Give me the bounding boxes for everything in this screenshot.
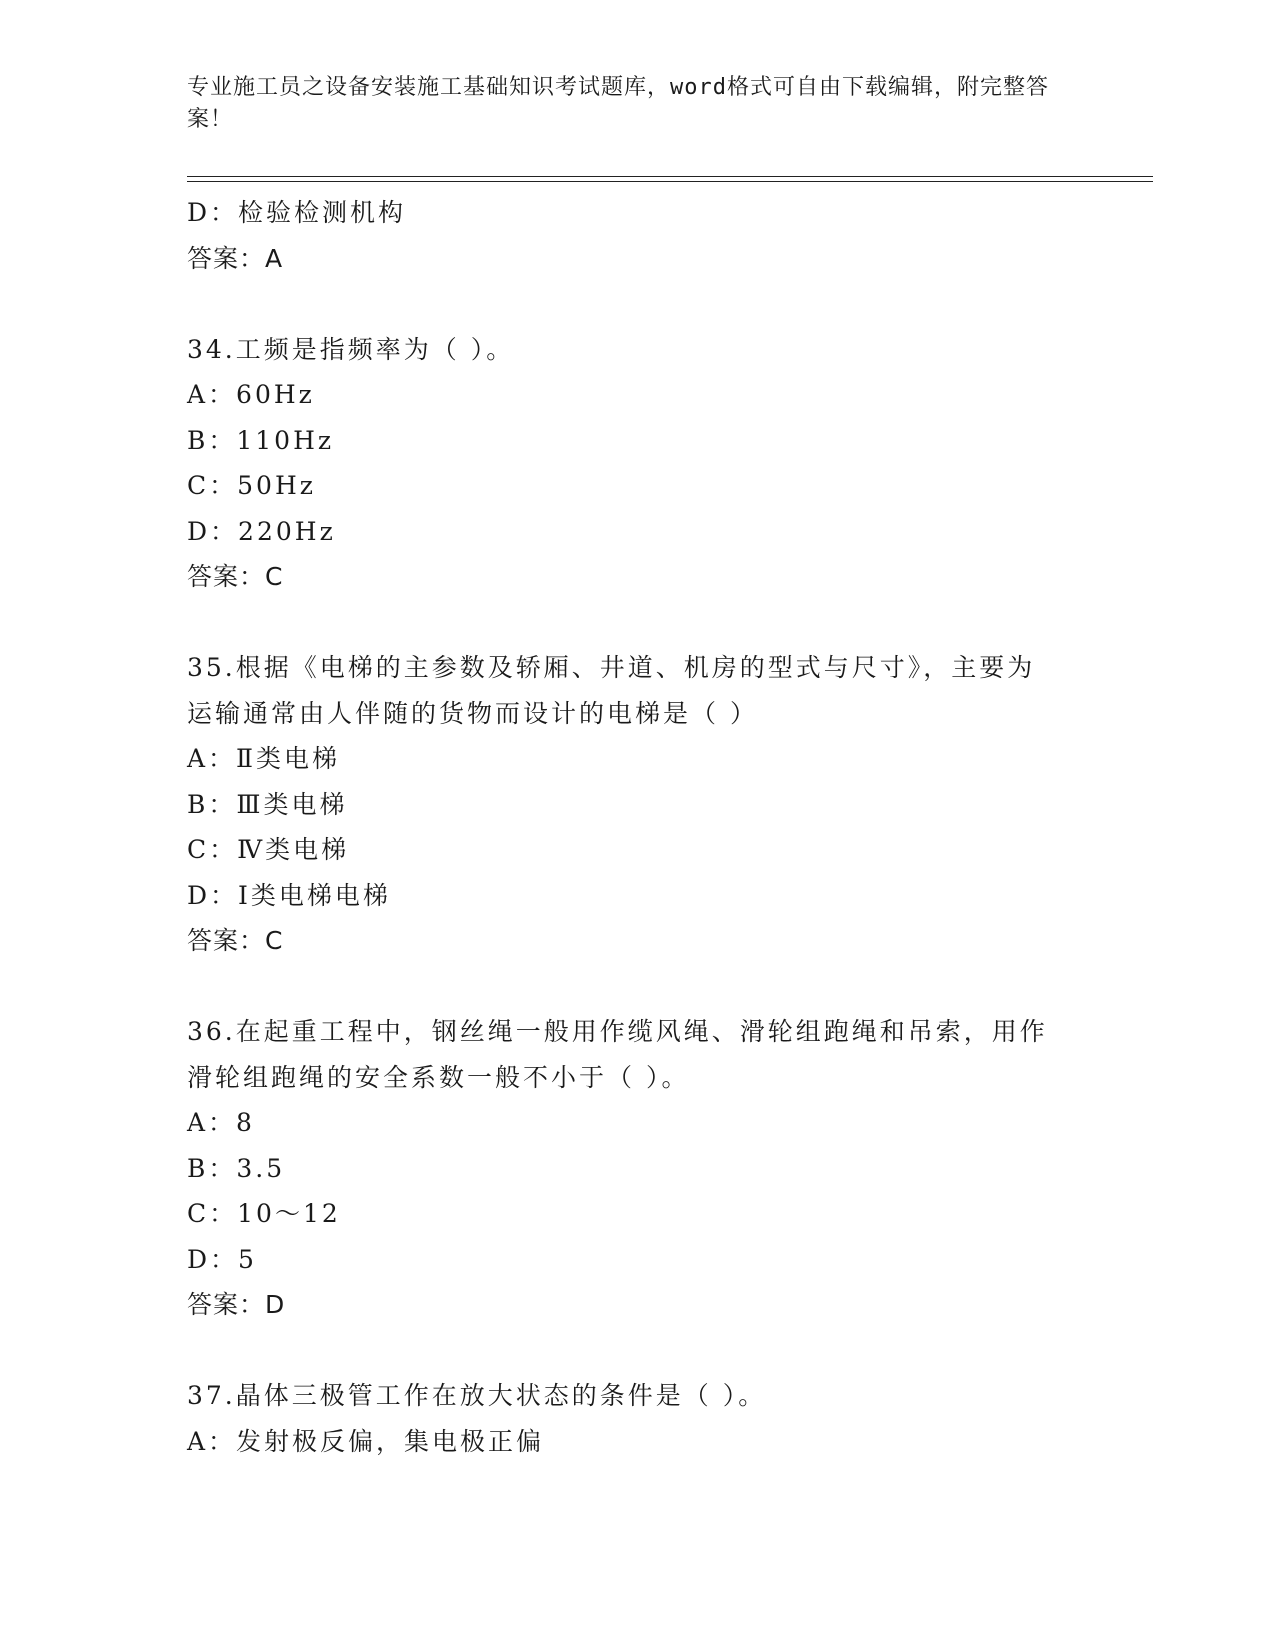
option-d: D：5 xyxy=(187,1244,257,1274)
question-text: 37.晶体三极管工作在放大状态的条件是（ ）。 xyxy=(187,1381,767,1410)
option-c: C：10～12 xyxy=(187,1199,341,1228)
question-text-line-1: 36.在起重工程中，钢丝绳一般用作缆风绳、滑轮组跑绳和吊索，用作 xyxy=(187,1017,1048,1046)
option-d: D：220Hz xyxy=(187,516,336,546)
question-list xyxy=(187,190,1087,1464)
question-text: 34.工频是指频率为（ ）。 xyxy=(187,334,515,364)
option-c: C：Ⅳ类电梯 xyxy=(187,835,350,864)
answer-line: 答案：A xyxy=(187,243,284,273)
option-a: A：Ⅱ类电梯 xyxy=(187,744,341,773)
header-note: 专业施工员之设备安装施工基础知识考试题库，word格式可自由下载编辑，附完整答案！ xyxy=(187,75,1049,132)
option-a: A：发射极反偏，集电极正偏 xyxy=(187,1426,545,1456)
question-text-line-1: 35.根据《电梯的主参数及轿厢、井道、机房的型式与尺寸》，主要为 xyxy=(187,653,1036,682)
question-block-37 xyxy=(187,1373,1087,1464)
spacer xyxy=(187,1328,1087,1374)
question-block-34 xyxy=(187,327,1087,600)
option-c: C：50Hz xyxy=(187,471,316,500)
question-block-36 xyxy=(187,1009,1087,1328)
spacer xyxy=(187,964,1087,1010)
header-divider-top xyxy=(187,176,1153,177)
question-text-line-2: 滑轮组跑绳的安全系数一般不小于（ ）。 xyxy=(187,1062,690,1092)
option-a: A：8 xyxy=(187,1108,255,1137)
header-divider-bottom xyxy=(187,181,1153,182)
question-block-35 xyxy=(187,645,1087,964)
option-b: B：110Hz xyxy=(187,425,335,455)
answer-line: 答案：C xyxy=(187,562,284,591)
option-d: D：Ⅰ类电梯电梯 xyxy=(187,880,391,910)
spacer xyxy=(187,281,1087,327)
answer-line: 答案：C xyxy=(187,926,284,955)
question-text-line-2: 运输通常由人伴随的货物而设计的电梯是（ ） xyxy=(187,698,758,728)
spacer xyxy=(187,600,1087,646)
answer-line: 答案：D xyxy=(187,1290,286,1319)
option-b: B：3.5 xyxy=(187,1153,286,1183)
option-b: B：Ⅲ类电梯 xyxy=(187,789,348,819)
option-d: D：检验检测机构 xyxy=(187,198,407,227)
option-a: A：60Hz xyxy=(187,380,315,409)
